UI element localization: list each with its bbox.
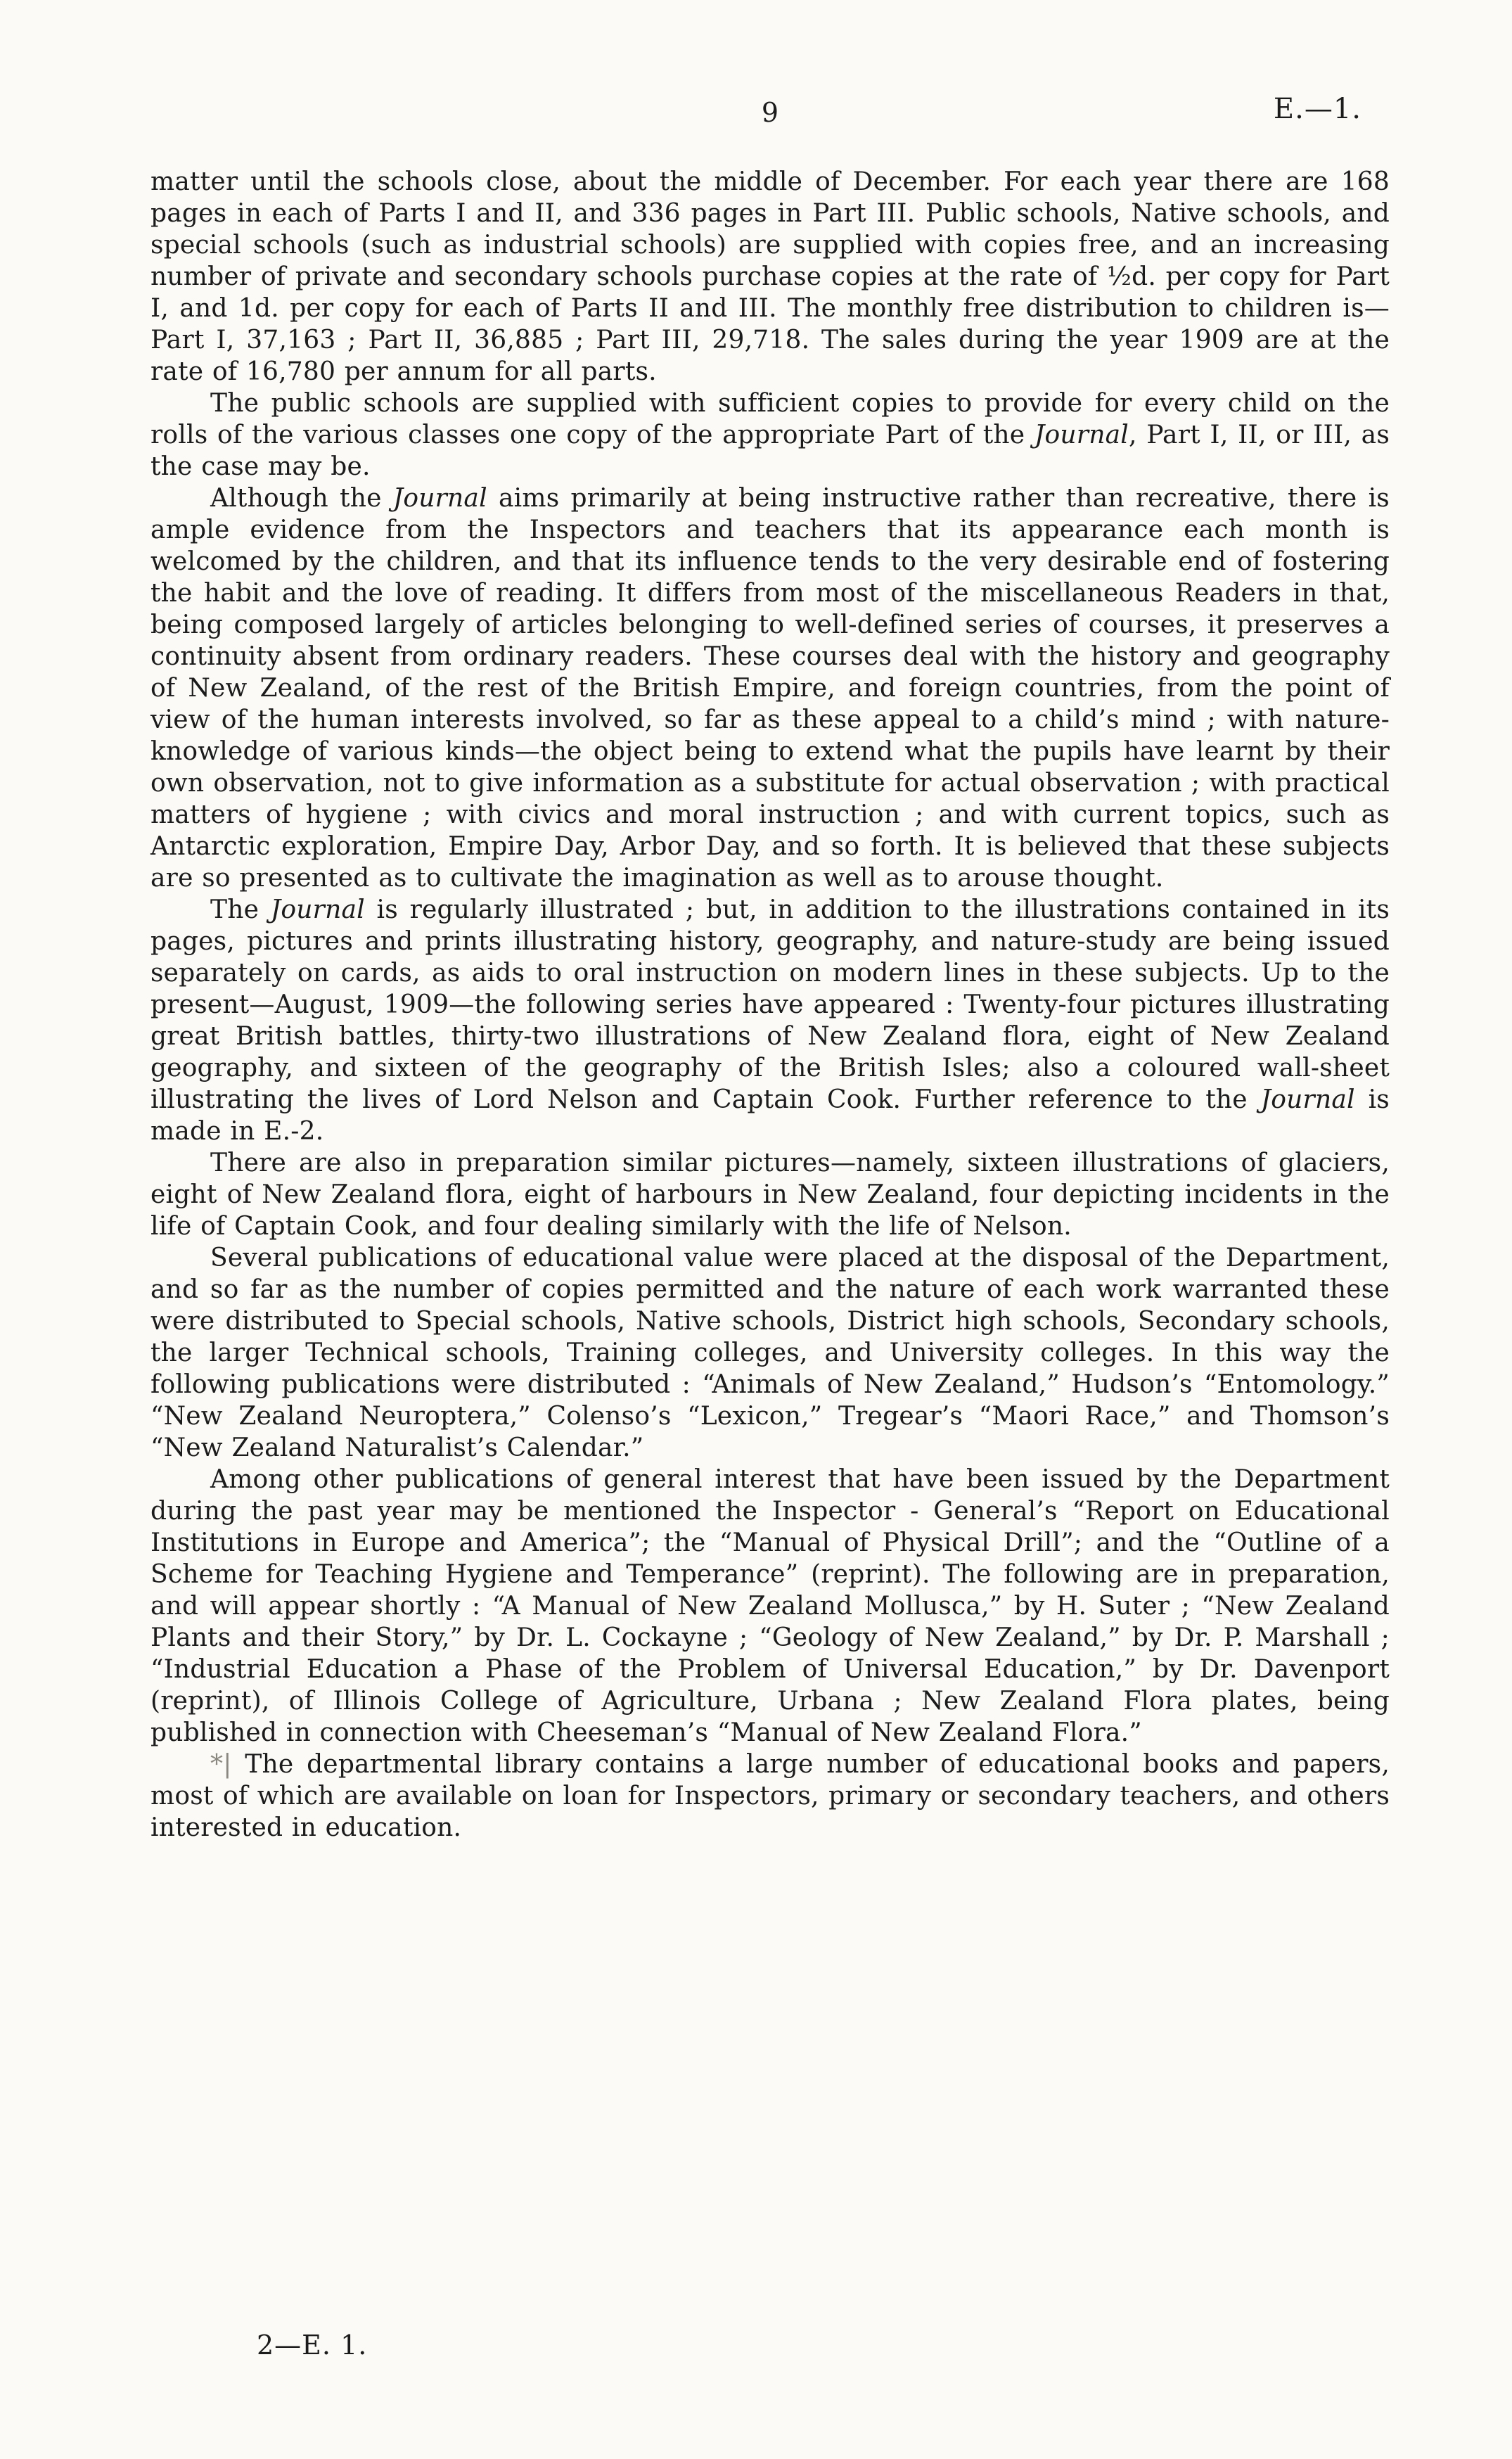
- paragraph: [150, 1749, 1390, 1844]
- italic-text-run: Journal: [392, 484, 487, 513]
- text-run: Although the: [210, 484, 393, 513]
- text-run: aims primarily at being instructive rather than recreative, there is ample evidence from the Inspectors and teachers that its appearance each month is welcomed by the children, and that its influence tends to the very desirable end of fostering the habit and the love of reading. It differs from most of the miscellaneous Readers in that, being composed largely of articles belonging to well-defined series of courses, it preserves a continuity absent from ordinary readers. These courses deal with the history and geography of New Zealand, of the rest of the British Empire, and foreign countries, from the point of view of the human interests involved, so far as these appeal to a child’s mind ; with nature-knowledge of various kinds—the object being to extend what the pupils have learnt by their own observation, not to give information as a substitute for actual observation ; with practical matters of hygiene ; with civics and moral instruction ; and with current topics, such as Antarctic exploration, Empire Day, Arbor Day, and so forth. It is believed that these subjects are so presented as to cultivate the imagination as well as to arouse thought.: [150, 484, 1390, 893]
- text-run: The departmental library contains a large number of educational books and papers, most of which are available on loan for Inspectors, primary or secondary teachers, and others interested in education.: [150, 1750, 1390, 1842]
- italic-text-run: Journal: [270, 895, 365, 924]
- paragraph: [150, 1147, 1390, 1242]
- document-reference: E.—1.: [1273, 93, 1362, 125]
- italic-text-run: Journal: [1034, 421, 1129, 449]
- text-run: matter until the schools close, about the middle of December. For each year there are 168 pages in each of Parts I and II, and 336 pages in Part III. Public schools, Native schools, and special schools (such as industrial schools) are supplied with copies free, and an increasing number of private and secondary schools purchase copies at the rate of ½d. per copy for Part I, and 1d. per copy for each of Parts II and III. The monthly free distribution to children is—Part I, 37,163 ; Part II, 36,885 ; Part III, 29,718. The sales during the year 1909 are at the rate of 16,780 per annum for all parts.: [150, 167, 1390, 386]
- paragraph: [150, 1464, 1390, 1749]
- paragraph: [150, 483, 1390, 894]
- text-run: is regularly illustrated ; but, in addition to the illustrations contained in its pages, pictures and prints illustrating history, geography, and nature-study are being issued separately on cards, as aids to oral instruction on modern lines in these subjects. Up to the present—August, 1909—the following series have appeared : Twenty-four pictures illustrating great British battles, thirty-two illustrations of New Zealand flora, eight of New Zealand geography, and sixteen of the geography of the British Isles; also a coloured wall-sheet illustrating the lives of Lord Nelson and Captain Cook. Further reference to the: [150, 895, 1390, 1114]
- text-run: Among other publications of general interest that have been issued by the Department during the past year may be mentioned the Inspector - General’s “Report on Educational Institutions in Europe and America”; the “Manual of Physical Drill”; and the “Outline of a Scheme for Teaching Hygiene and Temperance” (reprint). The following are in preparation, and will appear shortly : “A Manual of New Zealand Mollusca,” by H. Suter ; “New Zealand Plants and their Story,” by Dr. L. Cockayne ; “Geology of New Zealand,” by Dr. P. Marshall ; “Industrial Education a Phase of the Problem of Universal Education,” by Dr. Davenport (reprint), of Illinois College of Agriculture, Urbana ; New Zealand Flora plates, being published in connection with Cheeseman’s “Manual of New Zealand Flora.”: [150, 1465, 1390, 1747]
- italic-text-run: Journal: [1260, 1085, 1355, 1114]
- footer-signature: 2—E. 1.: [257, 2330, 368, 2361]
- text-run: The public schools are supplied with sufficient copies to provide for every child on the rolls of the various classes one copy of the appropriate Part of the: [150, 389, 1390, 449]
- margin-mark: *|: [210, 1750, 245, 1779]
- document-body: [150, 166, 1390, 1844]
- text-run: The: [210, 895, 271, 924]
- text-run: , Part I, II, or III, as the case may be.: [150, 421, 1390, 481]
- paragraph: [150, 1242, 1390, 1464]
- text-run: There are also in preparation similar pictures—namely, sixteen illustrations of glaciers, eight of New Zealand flora, eight of harbours in New Zealand, four depicting incidents in the life of Captain Cook, and four dealing similarly with the life of Nelson.: [150, 1149, 1390, 1241]
- paragraph: [150, 388, 1390, 483]
- text-run: is made in E.-2.: [150, 1085, 1390, 1146]
- paragraph: [150, 166, 1390, 388]
- paragraph: [150, 894, 1390, 1147]
- page-number: 9: [761, 97, 779, 128]
- text-run: Several publications of educational value were placed at the disposal of the Department, and so far as the number of copies permitted and the nature of each work warranted these were distributed to Special schools, Native schools, District high schools, Secondary schools, the larger Technical schools, Training colleges, and University colleges. In this way the following publications were distributed : “Animals of New Zealand,” Hudson’s “Entomology.” “New Zealand Neuroptera,” Colenso’s “Lexicon,” Tregear’s “Maori Race,” and Thomson’s “New Zealand Naturalist’s Calendar.”: [150, 1244, 1390, 1462]
- page-footer: [257, 2330, 367, 2361]
- page-header: [150, 93, 1390, 132]
